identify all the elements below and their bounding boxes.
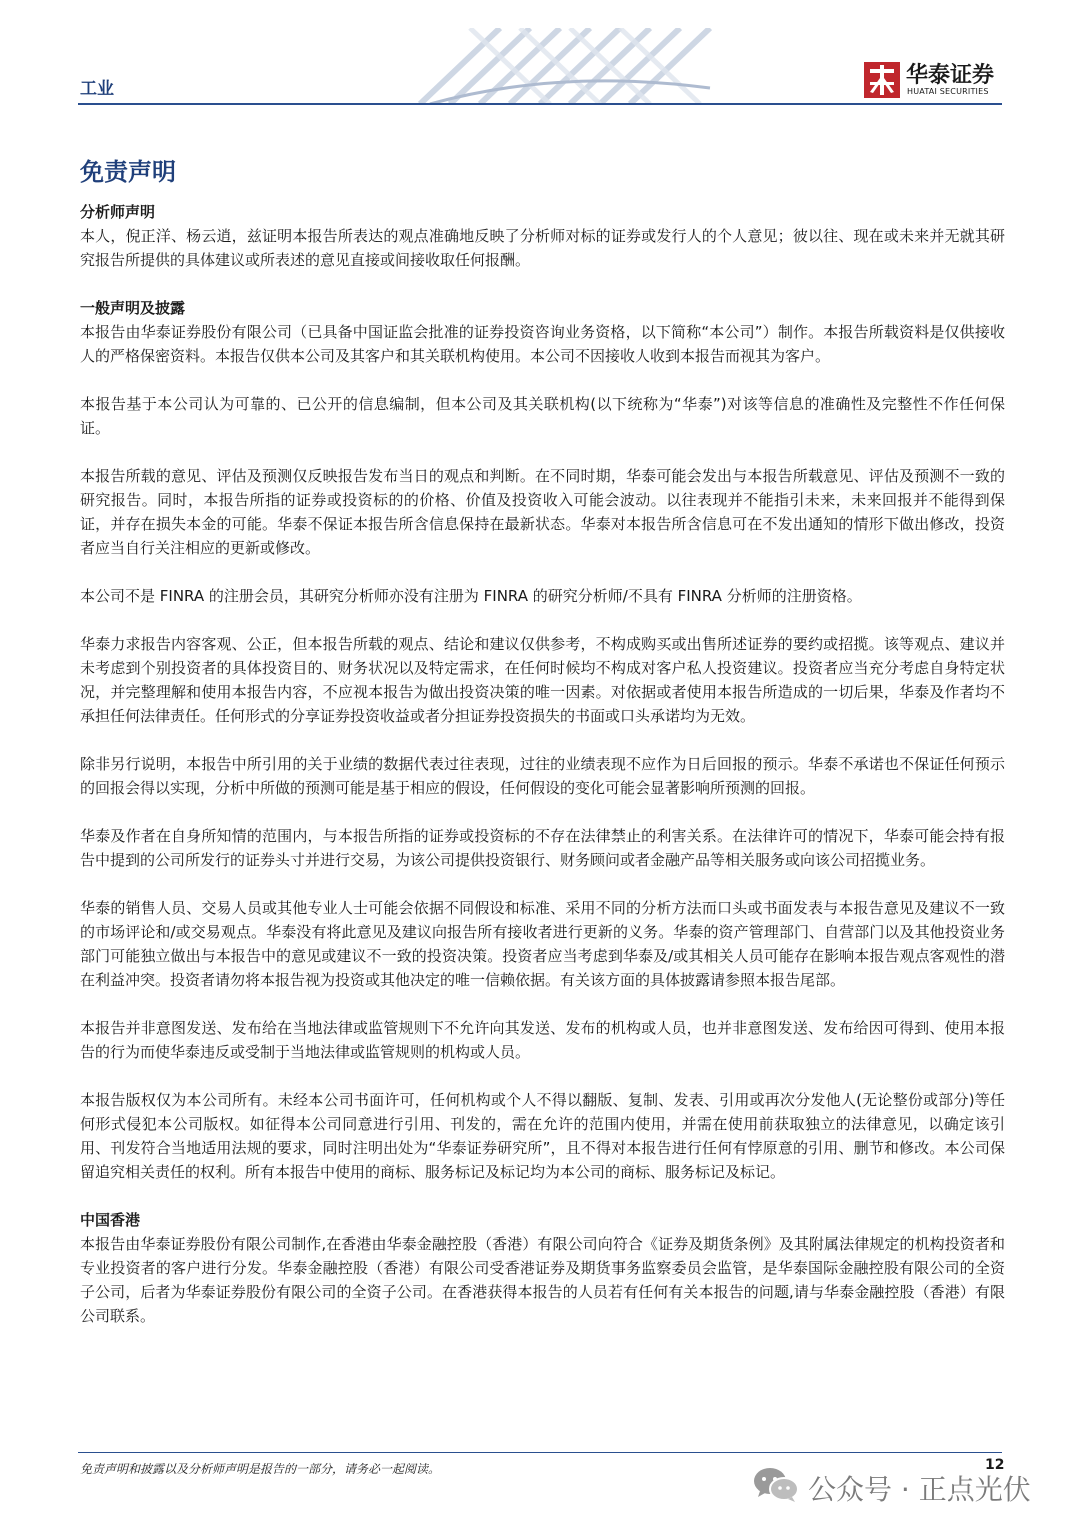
paragraph: 本报告并非意图发送、发布给在当地法律或监管规则下不允许向其发送、发布的机构或人员，也并非意图发送、发布给因可得到、使用本报告的行为而使华泰违反或受制于当地法律或监管规则的机构或人员。: [80, 1019, 1005, 1061]
paragraph: 本报告由华泰证券股份有限公司制作,在香港由华泰金融控股（香港）有限公司向符合《证券及期货条例》及其附属法律规定的机构投资者和专业投资者的客户进行分发。华泰金融控股（香港）有限公司受香港证券及期货事务监察委员会监管，是华泰国际金融控股有限公司的全资子公司，后者为华泰证券股份有限公司的全资子公司。在香港获得本报告的人员若有任何有关本报告的问题,请与华泰金融控股（香港）有限公司联系。: [80, 1235, 1005, 1325]
header-section-label: 工业: [80, 79, 114, 99]
paragraph: 华泰及作者在自身所知情的范围内，与本报告所指的证券或投资标的不存在法律禁止的利害关系。在法律许可的情况下，华泰可能会持有报告中提到的公司所发行的证券头寸并进行交易，为该公司提供投资银行、财务顾问或者金融产品等相关服务或向该公司招揽业务。: [80, 827, 1005, 869]
header-decorative-graphic: [410, 28, 720, 104]
logo-name-cn: 华泰证券: [906, 63, 995, 88]
wechat-icon: [752, 1466, 800, 1504]
paragraph: 本报告所载的意见、评估及预测仅反映报告发布当日的观点和判断。在不同时期，华泰可能会发出与本报告所载意见、评估及预测不一致的研究报告。同时，本报告所指的证券或投资标的的价格、价值及投资收入可能会波动。以往表现并不能指引未来，未来回报并不能得到保证，并存在损失本金的可能。华泰不保证本报告所含信息保持在最新状态。华泰对本报告所含信息可在不发出通知的情形下做出修改，投资者应当自行关注相应的更新或修改。: [80, 467, 1005, 557]
paragraph: 除非另行说明，本报告中所引用的关于业绩的数据代表过往表现，过往的业绩表现不应作为日后回报的预示。华泰不承诺也不保证任何预示的回报会得以实现，分析中所做的预测可能是基于相应的假设，任何假设的变化可能会显著影响所预测的回报。: [80, 755, 1005, 797]
section-hong-kong: [80, 1208, 1005, 1328]
section-heading: 中国香港: [80, 1211, 141, 1229]
section-general-disclosure: [80, 296, 1005, 1184]
paragraph: 本公司不是 FINRA 的注册会员，其研究分析师亦没有注册为 FINRA 的研究分析师/不具有 FINRA 分析师的注册资格。: [80, 587, 862, 605]
header-divider: [78, 103, 1002, 105]
paragraph: 本报告版权仅为本公司所有。未经本公司书面许可，任何机构或个人不得以翻版、复制、发表、引用或再次分发他人(无论整份或部分)等任何形式侵犯本公司版权。如征得本公司同意进行引用、刊发的，需在允许的范围内使用，并需在使用前获取独立的法律意见，以确定该引用、刊发符合当地适用法规的要求，同时注明出处为“华泰证券研究所”，且不得对本报告进行任何有悖原意的引用、删节和修改。本公司保留追究相关责任的权利。所有本报告中使用的商标、服务标记及标记均为本公司的商标、服务标记及标记。: [80, 1091, 1005, 1181]
paragraph: 华泰的销售人员、交易人员或其他专业人士可能会依据不同假设和标准、采用不同的分析方法而口头或书面发表与本报告意见及建议不一致的市场评论和/或交易观点。华泰没有将此意见及建议向报告所有接收者进行更新的义务。华泰的资产管理部门、自营部门以及其他投资业务部门可能独立做出与本报告中的意见或建议不一致的投资决策。投资者应当考虑到华泰及/或其相关人员可能存在影响本报告观点客观性的潜在利益冲突。投资者请勿将本报告视为投资或其他决定的唯一信赖依据。有关该方面的具体披露请参照本报告尾部。: [80, 899, 1005, 989]
paragraph: 华泰力求报告内容客观、公正，但本报告所载的观点、结论和建议仅供参考，不构成购买或出售所述证券的要约或招揽。该等观点、建议并未考虑到个别投资者的具体投资目的、财务状况以及特定需求，在任何时候均不构成对客户私人投资建议。投资者应当充分考虑自身特定状况，并完整理解和使用本报告内容，不应视本报告为做出投资决策的唯一因素。对依据或者使用本报告所造成的一切后果，华泰及作者均不承担任何法律责任。任何形式的分享证券投资收益或者分担证券投资损失的书面或口头承诺均为无效。: [80, 635, 1005, 725]
section-heading: 分析师声明: [80, 203, 156, 221]
paragraph: 本报告由华泰证券股份有限公司（已具备中国证监会批准的证券投资咨询业务资格，以下简称“本公司”）制作。本报告所载资料是仅供接收人的严格保密资料。本报告仅供本公司及其客户和其关联机构使用。本公司不因接收人收到本报告而视其为客户。: [80, 323, 1005, 365]
paragraph: 本人，倪正洋、杨云逍，兹证明本报告所表达的观点准确地反映了分析师对标的证券或发行人的个人意见；彼以往、现在或未来并无就其研究报告所提供的具体建议或所表述的意见直接或间接收取任何报酬。: [80, 227, 1005, 269]
document-body: [80, 200, 1005, 1352]
footer-divider: [78, 1452, 1002, 1453]
footer-note: 免责声明和披露以及分析师声明是报告的一部分，请务必一起阅读。: [80, 1462, 441, 1476]
paragraph: 本报告基于本公司认为可靠的、已公开的信息编制，但本公司及其关联机构(以下统称为“华泰”)对该等信息的准确性及完整性不作任何保证。: [80, 395, 1005, 437]
watermark-text: 公众号 · 正点光伏: [808, 1473, 1031, 1506]
huatai-logo-icon: [864, 62, 900, 98]
section-heading: 一般声明及披露: [80, 299, 186, 317]
page-number: 12: [985, 1457, 1005, 1473]
logo-name-en: HUATAI SECURITIES: [907, 87, 989, 96]
section-analyst-statement: [80, 200, 1005, 272]
page-title: 免责声明: [80, 157, 176, 186]
